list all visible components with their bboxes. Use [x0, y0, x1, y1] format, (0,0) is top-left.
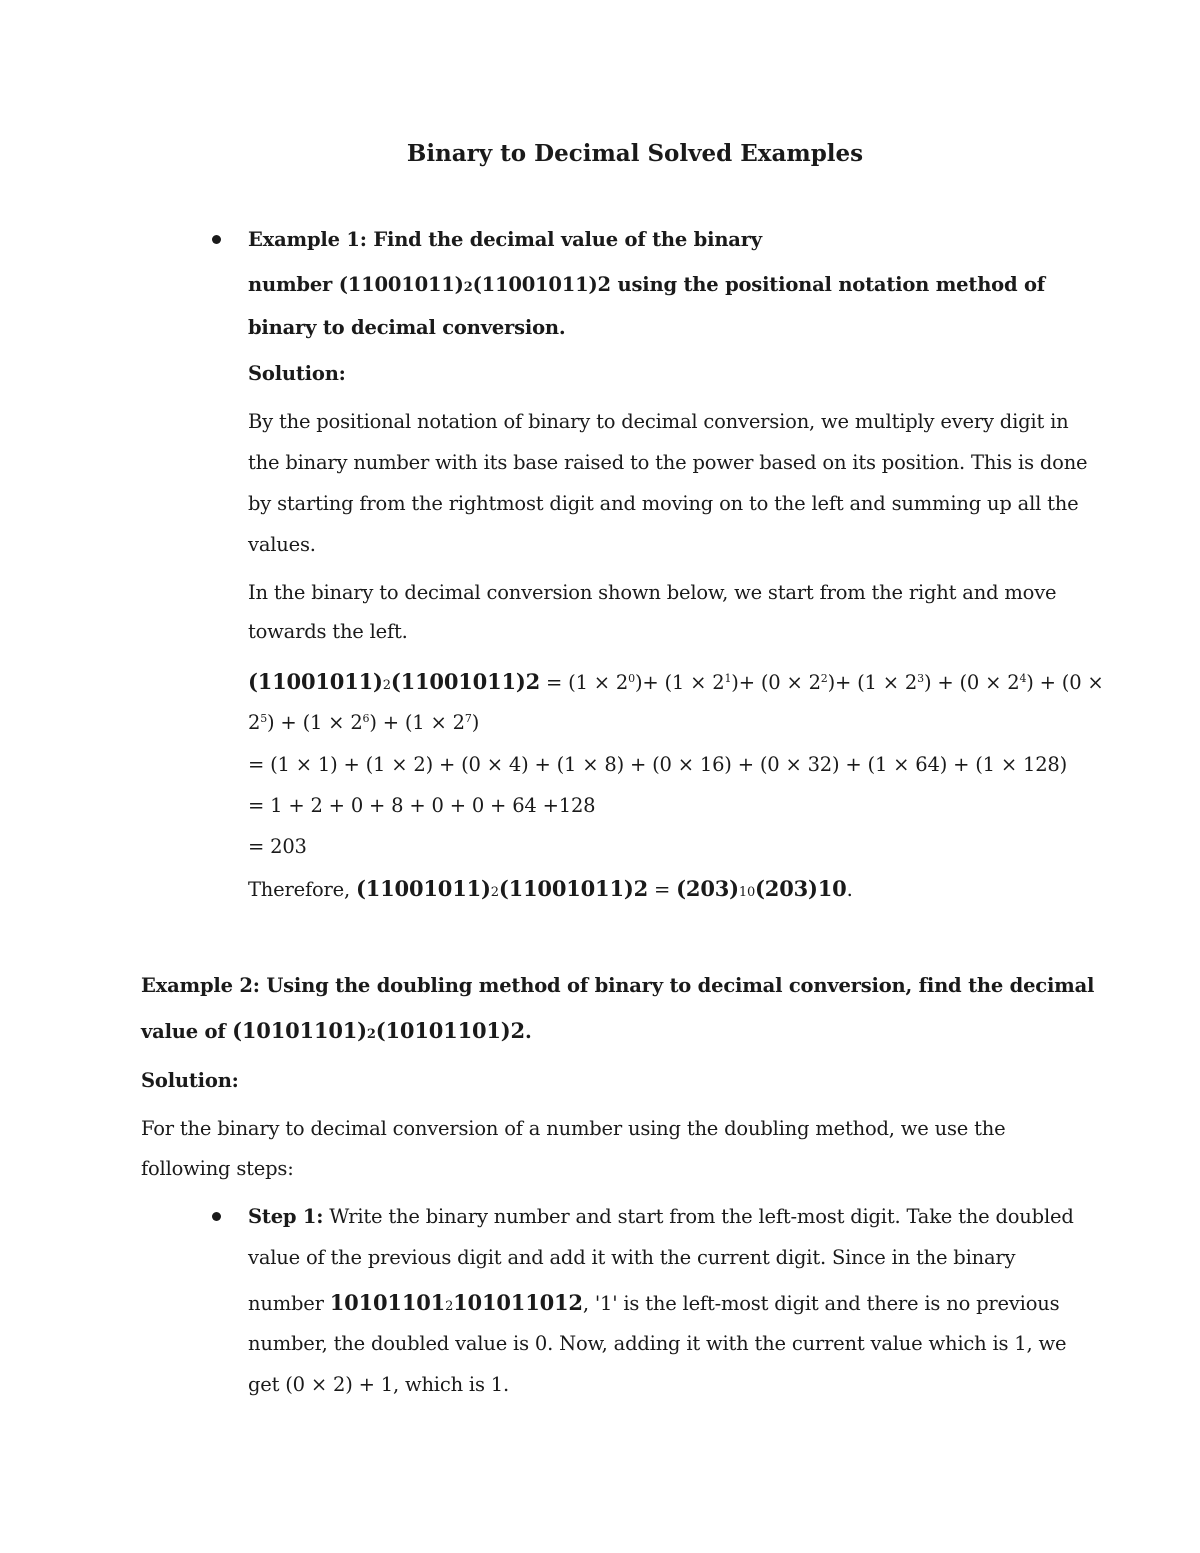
- step1-line4: number, the doubled value is 0. Now, adding it with the current value which is 1, we: [248, 1332, 1067, 1355]
- example1-result-line: Therefore, (11001011)2(11001011)2 = (203)10(203)10.: [248, 876, 853, 901]
- step1-line3: number 101011012101011012, '1' is the left-most digit and there is no previous: [248, 1290, 1060, 1315]
- example2-paragraph1-line2: following steps:: [141, 1157, 294, 1180]
- example1-calc-line3: = 1 + 2 + 0 + 8 + 0 + 0 + 64 +128: [248, 794, 596, 817]
- example1-equation-line2: $2^5) + (1 \times 2^6) + (1 \times 2^7)$: [248, 711, 480, 734]
- example1-calc-line4: = 203: [248, 835, 307, 858]
- example1-paragraph1-line4: values.: [248, 533, 316, 556]
- example1-paragraph2-line2: towards the left.: [248, 620, 408, 643]
- example1-question-line3: binary to decimal conversion.: [248, 316, 566, 339]
- page-title: Binary to Decimal Solved Examples: [406, 140, 864, 167]
- example1-question-line1: Example 1: Find the decimal value of the binary: [248, 228, 762, 251]
- step1-line2: value of the previous digit and add it with the current digit. Since in the binary: [248, 1246, 1016, 1269]
- example1-equation-line1: $(11001011)2(11001011)2 = (1 \times 2^0)+ (1 \times 2^1)+ (0 \times 2^2)+ (1 \times 2^3) + (0 \times 2^4) + (0$ ×: [248, 669, 1104, 694]
- example1-solution-heading: Solution:: [248, 362, 346, 385]
- example1-calc-line2: = (1 × 1) + (1 × 2) + (0 × 4) + (1 × 8) + (0 × 16) + (0 × 32) + (1 × 64) + (1 × 128): [248, 753, 1068, 776]
- example2-paragraph1-line1: For the binary to decimal conversion of a number using the doubling method, we use the: [141, 1117, 1006, 1140]
- example1-paragraph1-line3: by starting from the rightmost digit and moving on to the left and summing up all the: [248, 492, 1079, 515]
- bullet-icon: [212, 235, 221, 244]
- example2-solution-heading: Solution:: [141, 1069, 239, 1092]
- example1-paragraph1-line2: the binary number with its base raised to the power based on its position. This is done: [248, 451, 1088, 474]
- example1-paragraph1-line1: By the positional notation of binary to decimal conversion, we multiply every digit in: [248, 410, 1069, 433]
- step1-line1: Step 1: Write the binary number and start from the left-most digit. Take the doubled: [248, 1205, 1074, 1228]
- step1-line5: get (0 × 2) + 1, which is 1.: [248, 1373, 509, 1396]
- example1-paragraph2-line1: In the binary to decimal conversion shown below, we start from the right and move: [248, 581, 1057, 604]
- bullet-icon: [212, 1212, 221, 1221]
- example2-question-line1: Example 2: Using the doubling method of binary to decimal conversion, find the decimal: [141, 974, 1095, 997]
- example2-question-line2: value of (10101101)2(10101101)2.: [141, 1018, 532, 1043]
- example1-question-line2: number (11001011)2(11001011)2 using the positional notation method of: [248, 273, 1045, 296]
